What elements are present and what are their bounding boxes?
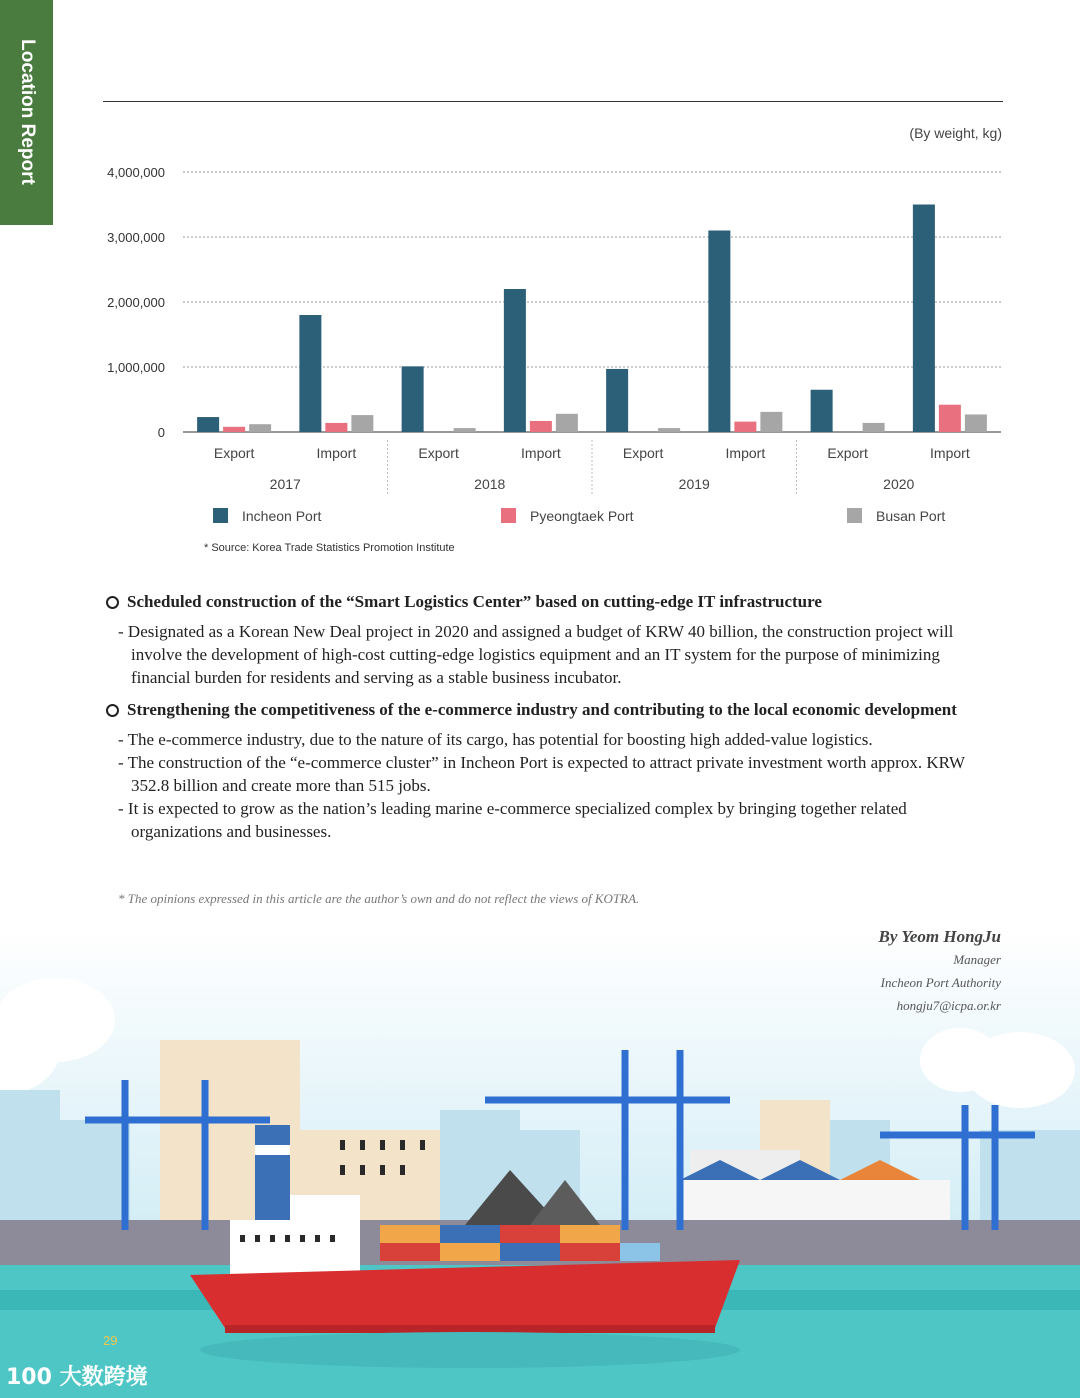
chart-unit-label: (By weight, kg) (909, 125, 1002, 141)
x-tick-label: Import (930, 445, 970, 461)
bar (760, 412, 782, 432)
legend-swatch (847, 508, 862, 523)
disclaimer-note: * The opinions expressed in this article are the author’s own and do not reflect the views of KOTRA. (118, 891, 640, 906)
bar (351, 415, 373, 432)
x-tick-label: Export (418, 445, 459, 461)
x-tick-label: Import (725, 445, 766, 461)
bar (223, 427, 245, 432)
author-byline (879, 926, 1001, 1017)
legend-label: Incheon Port (242, 508, 322, 524)
bar (325, 423, 347, 432)
y-tick-label: 3,000,000 (107, 230, 165, 245)
x-tick-label: Export (622, 445, 664, 461)
legend-label: Pyeongtaek Port (530, 508, 634, 524)
bar (939, 405, 961, 432)
bar (734, 422, 756, 432)
y-tick-label: 1,000,000 (107, 360, 165, 375)
bar (658, 428, 680, 432)
bar (249, 424, 271, 432)
top-divider (103, 101, 1003, 102)
author-email[interactable]: hongju7@icpa.or.kr (896, 998, 1001, 1013)
legend-label: Busan Port (876, 508, 946, 524)
year-label: 2018 (474, 476, 506, 492)
bar (197, 417, 219, 432)
x-tick-label: Import (316, 445, 357, 461)
list-item: - Designated as a Korean New Deal project in 2020 and assigned a budget of KRW 40 billion, the construction project will involve the development of high-cost cutting-edge logistics equipment and an IT system for the purpose of minimizing financial burden for residents and serving as a stable business incubator. (118, 622, 954, 687)
bar (556, 414, 578, 432)
bar (708, 231, 730, 433)
section-heading (105, 698, 995, 721)
y-tick-label: 0 (157, 425, 165, 440)
bar (606, 369, 628, 432)
section-heading-text: Strengthening the competitiveness of the e-commerce industry and contributing to the local economic development (127, 700, 957, 719)
list-item: - It is expected to grow as the nation’s leading marine e-commerce specialized complex by bringing together related organizations and businesses. (118, 799, 907, 841)
chart-source: * Source: Korea Trade Statistics Promotion Institute (204, 542, 455, 554)
bar (863, 423, 885, 432)
list-item: - The construction of the “e-commerce cluster” in Incheon Port is expected to attract private investment worth approx. KRW 352.8 billion and create more than 515 jobs. (118, 753, 965, 795)
section-smart-logistics (105, 590, 995, 689)
bar (299, 315, 321, 432)
x-tick-label: Export (827, 445, 868, 461)
bar (504, 289, 526, 432)
bar (811, 390, 833, 432)
section-e-commerce (105, 698, 995, 843)
bar (530, 421, 552, 432)
section-tab-label: Location Report (17, 39, 38, 185)
year-label: 2019 (678, 476, 710, 492)
port-trade-chart (0, 150, 1080, 540)
list-item: - The e-commerce industry, due to the nature of its cargo, has potential for boosting high added-value logistics. (118, 730, 873, 749)
x-tick-label: Export (213, 445, 255, 461)
circle-bullet-icon (106, 704, 119, 717)
section-heading-text: Scheduled construction of the “Smart Logistics Center” based on cutting-edge IT infrastructure (127, 592, 822, 611)
bar (454, 428, 476, 432)
author-title: Manager (953, 952, 1001, 967)
y-tick-label: 2,000,000 (107, 295, 165, 310)
y-tick-label: 4,000,000 (107, 165, 165, 180)
legend-swatch (213, 508, 228, 523)
legend-swatch (501, 508, 516, 523)
page-number: 29 (103, 1333, 118, 1348)
section-heading (105, 590, 995, 613)
circle-bullet-icon (106, 596, 119, 609)
year-label: 2020 (883, 476, 915, 492)
year-label: 2017 (269, 476, 301, 492)
bar (402, 366, 424, 432)
author-organization: Incheon Port Authority (880, 975, 1001, 990)
author-name: By Yeom HongJu (878, 927, 1001, 946)
x-tick-label: Import (521, 445, 561, 461)
bar (965, 414, 987, 432)
bar (913, 205, 935, 433)
watermark: 100 大数跨境 (6, 1365, 148, 1390)
article-body (105, 590, 995, 852)
